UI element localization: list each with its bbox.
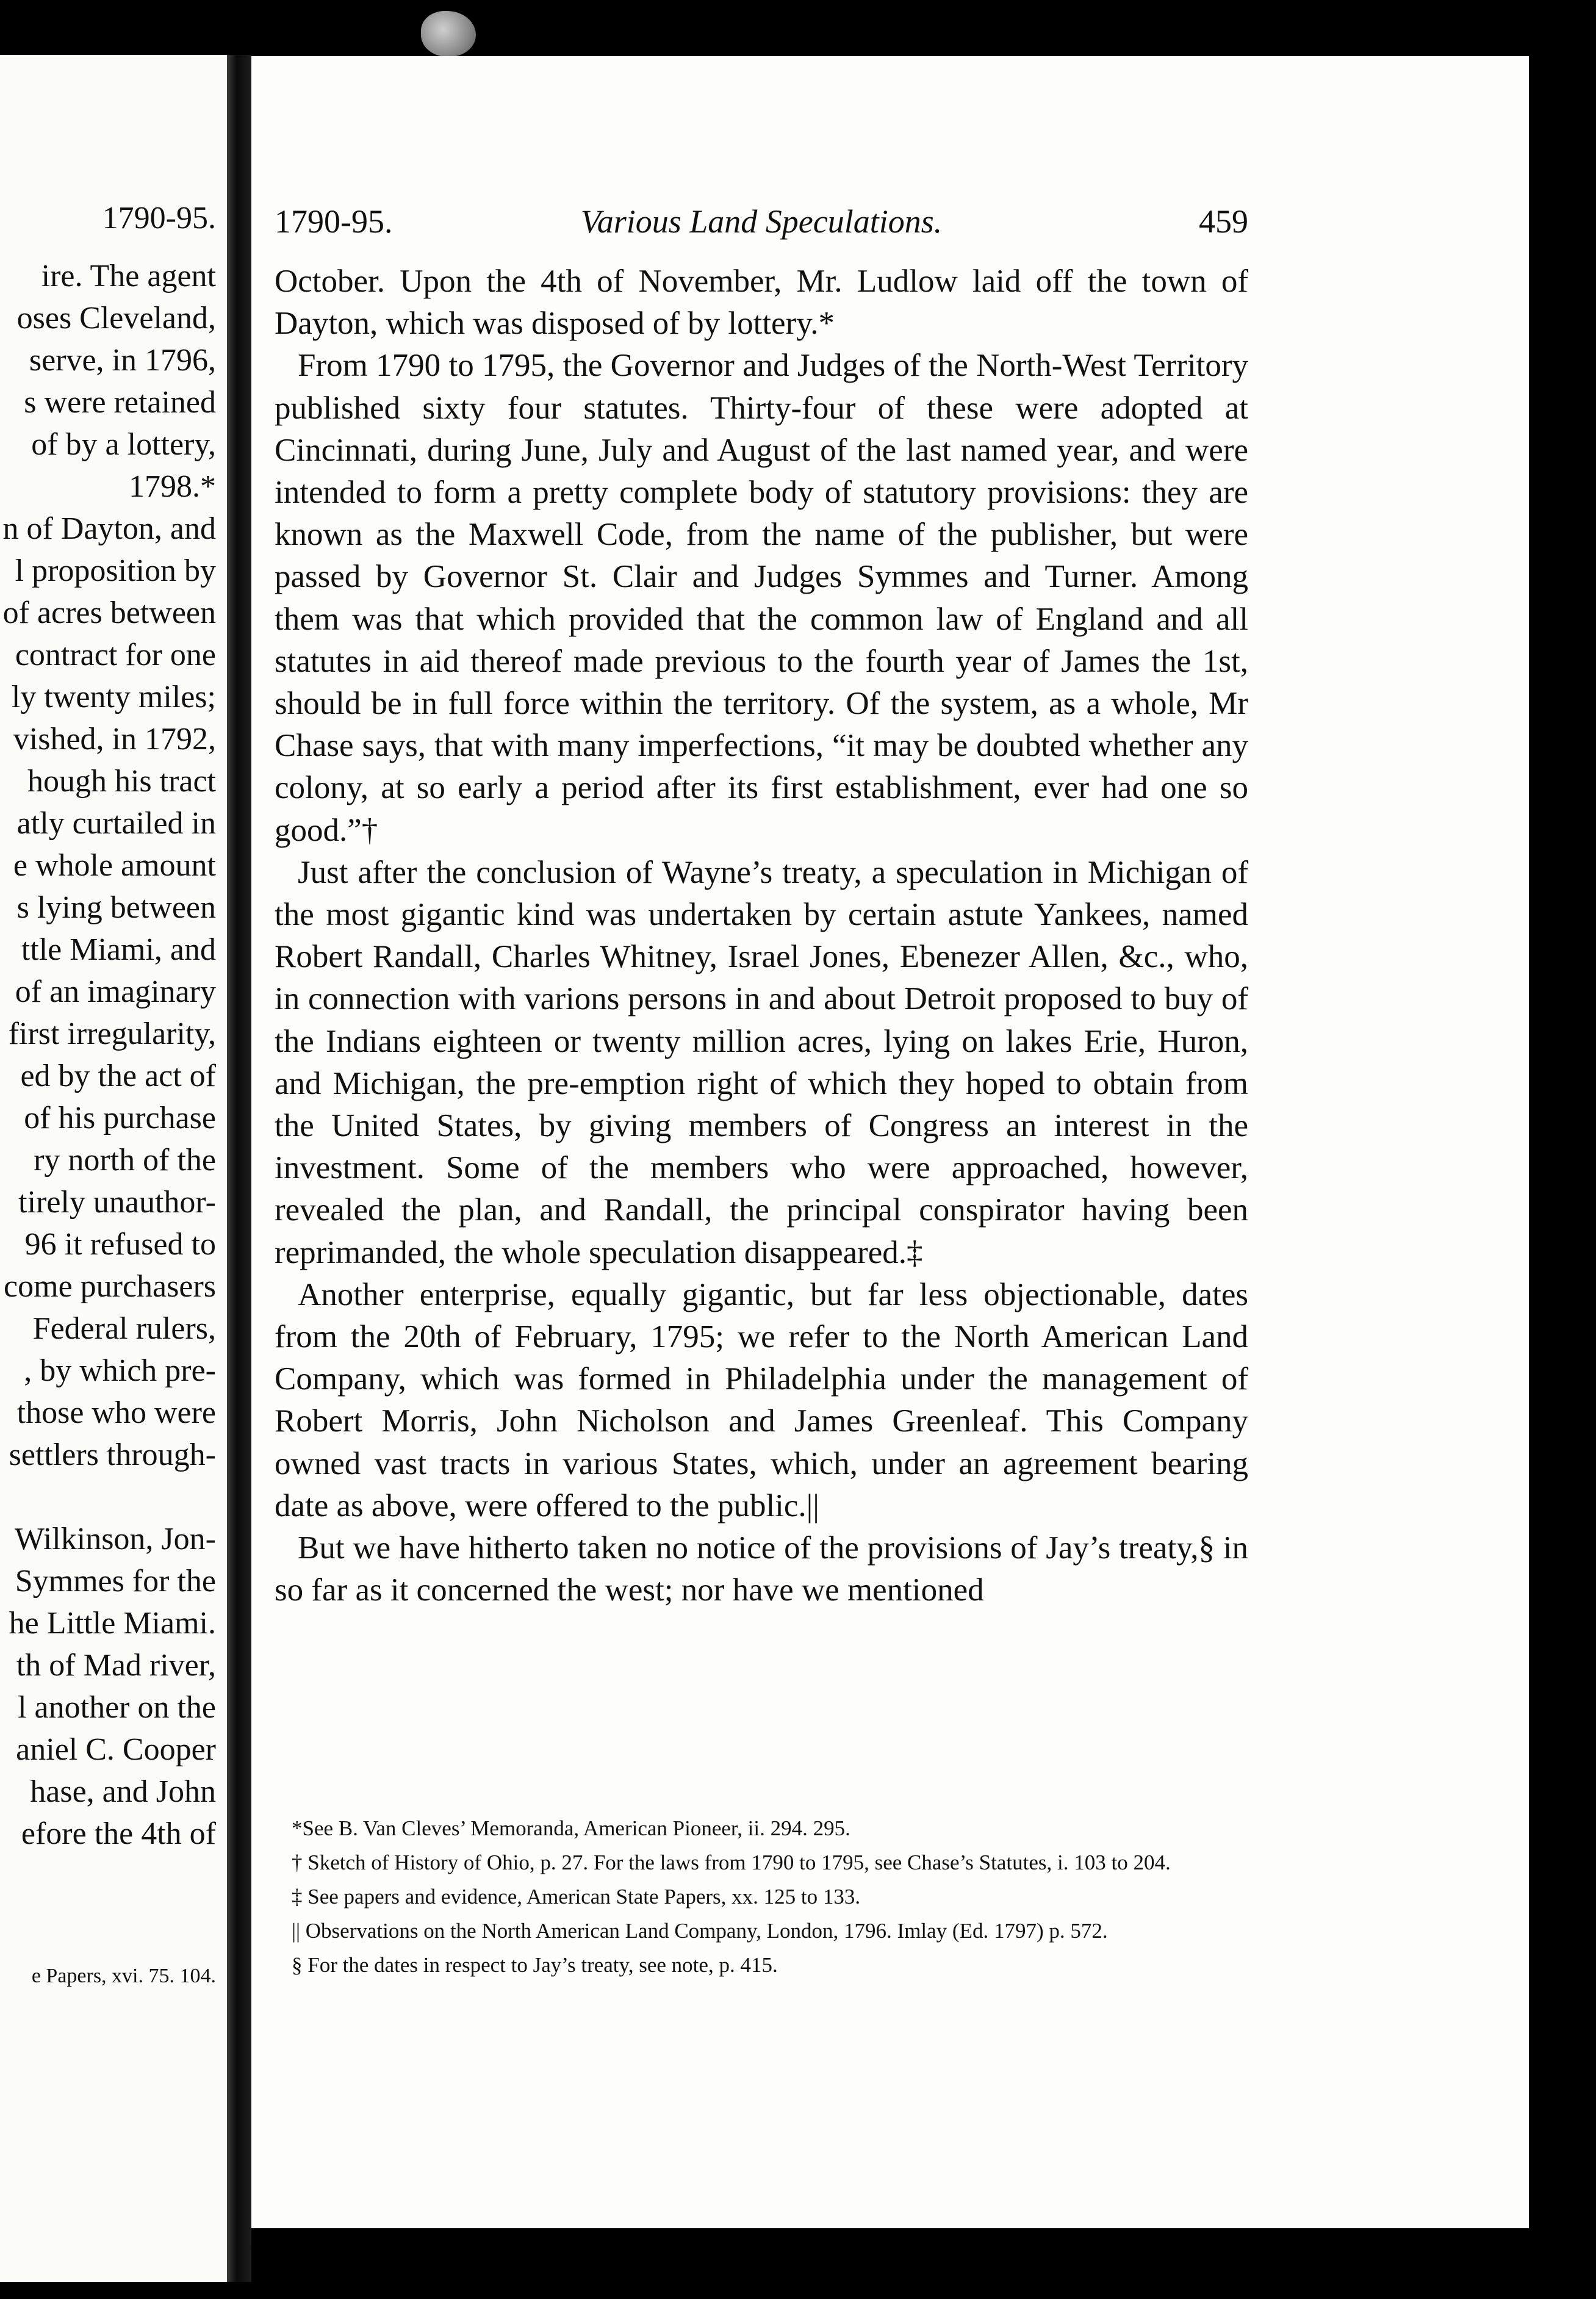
- left-line: vished, in 1792,: [13, 722, 216, 757]
- left-line: efore the 4th of: [21, 1816, 216, 1851]
- left-line: of acres between: [2, 595, 216, 630]
- paragraph: October. Upon the 4th of November, Mr. Ludlow laid off the town of Dayton, which was disposed of by lottery.*: [275, 264, 1248, 342]
- left-line: hase, and John: [30, 1774, 216, 1809]
- left-line: atly curtailed in: [16, 806, 216, 841]
- body-text: [275, 261, 1248, 1612]
- left-page-fragment: [0, 55, 227, 2282]
- running-header: [275, 203, 1248, 245]
- left-line: of by a lottery,: [31, 427, 216, 462]
- left-line: come purchasers: [4, 1269, 216, 1304]
- left-line: l proposition by: [15, 553, 216, 588]
- left-line: n of Dayton, and: [2, 511, 216, 546]
- footnote: ‡ See papers and evidence, American State Papers, xx. 125 to 133.: [292, 1885, 861, 1909]
- left-line: of his purchase: [24, 1101, 216, 1135]
- paragraph: From 1790 to 1795, the Governor and Judges of the North-West Territory published sixty four statutes. Thirty-four of these were adopted at Cincinnati, during June, July and August of the last named year, and were intended to form a pretty complete body of statutory provisions: they are known as the Maxwell Code, from the name of the publisher, but were passed by Governor St. Clair and Judges Symmes and Turner. Among them was that which provided that the common law of England and all statutes in aid thereof made previous to the fourth year of James the 1st, should be in full force within the territory. Of the system, as a whole, Mr Chase says, that with many imperfections, “it may be doubted whether any colony, at so early a period after its first establishment, ever had one so good.”†: [275, 348, 1248, 848]
- left-line: , by which pre-: [24, 1353, 216, 1388]
- left-line: of an imaginary: [15, 974, 216, 1009]
- left-line: hough his tract: [27, 764, 216, 799]
- paragraph: Just after the conclusion of Wayne’s treaty, a speculation in Michigan of the most gigantic kind was undertaken by certain astute Yankees, named Robert Randall, Charles Whitney, Israel Jones, Ebenezer Allen, &c., who, in connection with varions persons in and about Detroit proposed to buy of the Indians eighteen or twenty million acres, lying on lakes Erie, Huron, and Michigan, the pre-emption right of which they hoped to obtain from the United States, by giving members of Congress an interest in the investment. Some of the members who were approached, however, revealed the plan, and Randall, the principal conspirator having been reprimanded, the whole speculation disappeared.‡: [275, 854, 1248, 1270]
- left-line: tirely unauthor-: [18, 1185, 216, 1220]
- left-line: contract for one: [15, 638, 216, 672]
- left-line: ry north of the: [34, 1143, 216, 1178]
- left-line: e whole amount: [13, 848, 216, 883]
- footnote: § For the dates in respect to Jay’s treaty, see note, p. 415.: [292, 1953, 778, 1977]
- left-line: settlers through-: [9, 1437, 216, 1472]
- scan-border: [251, 2228, 1529, 2299]
- left-line: Wilkinson, Jon-: [14, 1522, 216, 1556]
- left-line: oses Cleveland,: [16, 301, 216, 336]
- footnote: || Observations on the North American Land Company, London, 1796. Imlay (Ed. 1797) p. 572.: [292, 1919, 1108, 1943]
- footnotes: [275, 1813, 1248, 1984]
- header-title: Various Land Speculations.: [580, 203, 943, 240]
- left-line: l another on the: [18, 1690, 216, 1725]
- footnote: *See B. Van Cleves’ Memoranda, American Pioneer, ii. 294. 295.: [292, 1816, 850, 1840]
- paragraph: Another enterprise, equally gigantic, but far less objectionable, dates from the 20th of February, 1795; we refer to the North American Land Company, which was formed in Philadelphia under the management of Robert Morris, John Nicholson and James Greenleaf. This Company owned vast tracts in various States, which, under an agreement bearing date as above, were offered to the public.||: [275, 1276, 1248, 1524]
- left-line: he Little Miami.: [9, 1606, 216, 1641]
- left-line: ed by the act of: [20, 1059, 216, 1093]
- left-line: serve, in 1796,: [29, 343, 216, 378]
- left-line-gap: [0, 1476, 216, 1518]
- left-line: s lying between: [16, 890, 216, 925]
- right-page: [251, 56, 1529, 2228]
- footnote: † Sketch of History of Ohio, p. 27. For the laws from 1790 to 1795, see Chase’s Statutes, i. 103 to 204.: [292, 1851, 1171, 1874]
- left-line: ttle Miami, and: [21, 932, 216, 967]
- page-number: 459: [1199, 203, 1248, 240]
- left-line: first irregularity,: [8, 1016, 216, 1051]
- paragraph: But we have hitherto taken no notice of the provisions of Jay’s treaty,§ in so far as it concerned the west; nor have we mentioned: [275, 1530, 1248, 1608]
- ink-blot: [421, 11, 476, 57]
- left-line: Symmes for the: [15, 1564, 216, 1599]
- left-line: 96 it refused to: [24, 1227, 216, 1262]
- left-line: those who were: [16, 1395, 216, 1430]
- left-page-text: [0, 255, 216, 1855]
- book-gutter: [227, 55, 251, 2282]
- left-line: Federal rulers,: [32, 1311, 216, 1346]
- left-line: 1798.*: [129, 469, 216, 504]
- left-line: s were retained: [24, 385, 216, 420]
- header-years: 1790-95.: [275, 203, 393, 240]
- left-line: ly twenty miles;: [11, 680, 216, 714]
- left-line: ire. The agent: [41, 259, 216, 293]
- left-page-footnote: e Papers, xvi. 75. 104.: [31, 1965, 216, 1987]
- left-line: aniel C. Cooper: [16, 1732, 216, 1767]
- left-page-header: 1790-95.: [102, 201, 216, 236]
- left-line: th of Mad river,: [16, 1648, 216, 1683]
